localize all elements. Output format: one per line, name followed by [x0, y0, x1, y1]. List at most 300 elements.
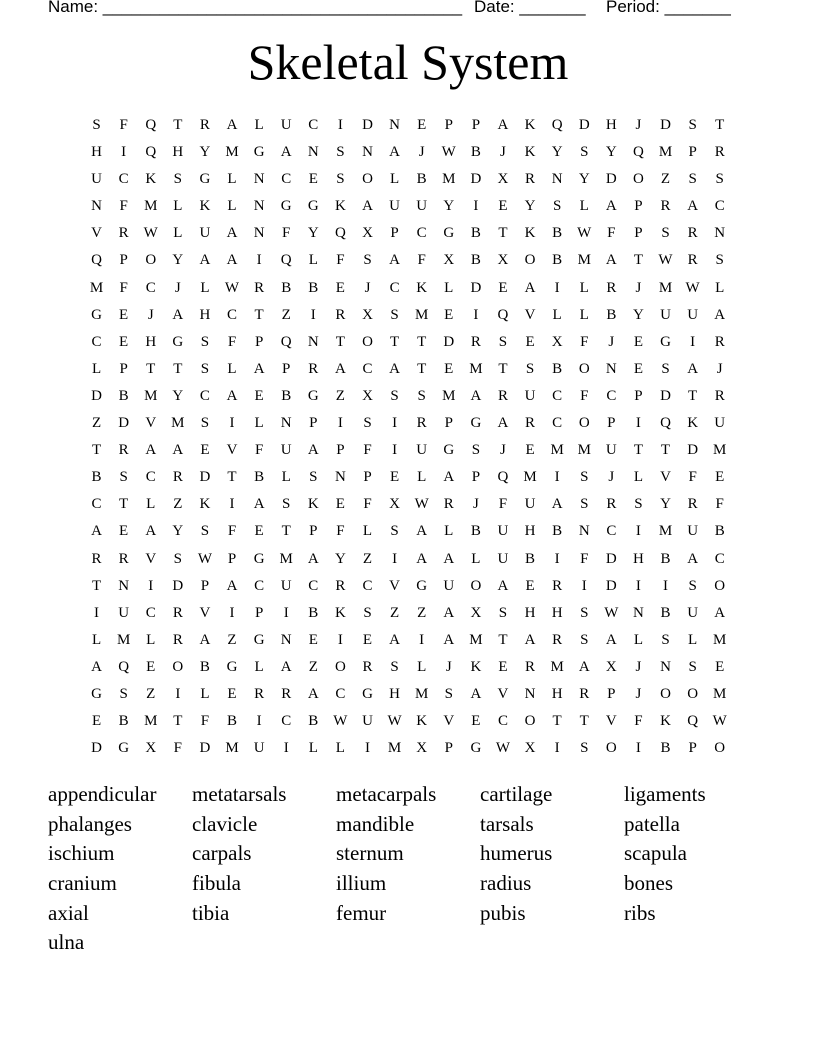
grid-letter[interactable]: I	[310, 306, 316, 323]
grid-letter[interactable]: O	[524, 252, 536, 269]
grid-letter[interactable]: T	[335, 333, 345, 350]
grid-letter[interactable]: R	[525, 415, 536, 432]
grid-letter[interactable]: S	[390, 387, 399, 404]
grid-letter[interactable]: U	[416, 198, 428, 215]
grid-letter[interactable]: K	[199, 198, 211, 215]
grid-letter[interactable]: E	[633, 333, 643, 350]
grid-letter[interactable]: I	[635, 523, 641, 540]
grid-letter[interactable]: L	[417, 658, 427, 675]
grid-letter[interactable]: R	[606, 279, 617, 296]
grid-letter[interactable]: T	[173, 117, 183, 133]
grid-letter[interactable]: P	[471, 469, 481, 486]
grid-letter[interactable]: P	[200, 577, 210, 594]
grid-letter[interactable]: K	[416, 279, 428, 296]
grid-letter[interactable]: L	[254, 415, 264, 432]
grid-letter[interactable]: I	[419, 631, 425, 648]
grid-letter[interactable]: L	[471, 550, 481, 567]
grid-letter[interactable]: F	[200, 713, 210, 730]
grid-letter[interactable]: J	[635, 685, 642, 702]
grid-letter[interactable]: E	[119, 523, 129, 540]
grid-letter[interactable]: D	[605, 577, 617, 594]
grid-letter[interactable]: S	[498, 333, 508, 350]
grid-letter[interactable]: Q	[145, 144, 157, 161]
grid-letter[interactable]: V	[660, 469, 671, 486]
grid-letter[interactable]: M	[577, 252, 591, 269]
grid-letter[interactable]: Q	[145, 117, 157, 133]
grid-letter[interactable]: M	[658, 523, 673, 540]
grid-letter[interactable]: A	[714, 306, 726, 323]
grid-letter[interactable]: A	[145, 523, 157, 540]
grid-letter[interactable]: H	[172, 144, 184, 161]
grid-letter[interactable]: F	[498, 496, 508, 513]
grid-letter[interactable]: A	[389, 631, 400, 648]
grid-letter[interactable]: F	[227, 523, 237, 540]
grid-letter[interactable]: O	[660, 685, 671, 702]
grid-letter[interactable]: E	[362, 631, 373, 648]
grid-letter[interactable]: B	[660, 604, 671, 621]
grid-letter[interactable]: T	[417, 333, 427, 350]
grid-letter[interactable]: G	[172, 333, 184, 350]
grid-letter[interactable]: A	[253, 360, 265, 377]
grid-letter[interactable]: B	[416, 171, 427, 188]
grid-letter[interactable]: R	[254, 279, 265, 296]
grid-letter[interactable]: B	[552, 225, 563, 242]
grid-letter[interactable]: D	[470, 279, 482, 296]
grid-letter[interactable]: Q	[660, 415, 671, 432]
grid-letter[interactable]: B	[308, 604, 319, 621]
grid-letter[interactable]: W	[143, 225, 158, 242]
grid-letter[interactable]: E	[119, 333, 129, 350]
grid-letter[interactable]: O	[172, 658, 184, 675]
grid-letter[interactable]: T	[417, 360, 427, 377]
grid-letter[interactable]: G	[443, 442, 455, 459]
grid-letter[interactable]: U	[253, 740, 265, 757]
grid-letter[interactable]: J	[716, 360, 723, 377]
grid-letter[interactable]: F	[580, 550, 589, 567]
grid-letter[interactable]: L	[91, 631, 102, 648]
grid-letter[interactable]: H	[199, 306, 211, 323]
grid-letter[interactable]: F	[580, 333, 589, 350]
grid-letter[interactable]: H	[389, 685, 400, 702]
grid-letter[interactable]: S	[661, 631, 670, 648]
grid-letter[interactable]: S	[580, 469, 589, 486]
grid-letter[interactable]: G	[253, 631, 265, 648]
grid-letter[interactable]: B	[308, 713, 319, 730]
grid-letter[interactable]: I	[337, 415, 343, 432]
grid-letter[interactable]: I	[554, 279, 560, 296]
grid-letter[interactable]: R	[525, 171, 536, 188]
grid-letter[interactable]: F	[580, 387, 589, 404]
grid-letter[interactable]: V	[145, 550, 157, 567]
grid-letter[interactable]: U	[524, 496, 536, 513]
grid-letter[interactable]: N	[253, 171, 265, 188]
grid-letter[interactable]: E	[633, 360, 643, 377]
grid-letter[interactable]: Y	[443, 198, 455, 215]
grid-letter[interactable]: U	[660, 306, 671, 323]
grid-letter[interactable]: I	[229, 604, 235, 621]
grid-letter[interactable]: T	[633, 442, 643, 459]
grid-letter[interactable]: P	[119, 252, 128, 269]
grid-letter[interactable]: D	[443, 333, 455, 350]
grid-letter[interactable]: A	[389, 144, 400, 161]
grid-letter[interactable]: A	[145, 442, 157, 459]
grid-letter[interactable]: E	[146, 658, 156, 675]
grid-letter[interactable]: S	[688, 658, 697, 675]
grid-letter[interactable]: N	[307, 333, 319, 350]
grid-letter[interactable]: V	[145, 415, 157, 432]
grid-letter[interactable]: H	[91, 144, 102, 161]
grid-letter[interactable]: O	[145, 252, 157, 269]
grid-letter[interactable]: D	[660, 117, 671, 133]
grid-letter[interactable]: T	[281, 523, 291, 540]
grid-letter[interactable]: L	[281, 469, 291, 486]
grid-letter[interactable]: C	[145, 604, 156, 621]
grid-letter[interactable]: A	[226, 252, 238, 269]
grid-letter[interactable]: I	[337, 117, 343, 133]
grid-letter[interactable]: Z	[417, 604, 427, 621]
grid-letter[interactable]: N	[253, 225, 265, 242]
grid-letter[interactable]: Q	[91, 252, 102, 269]
grid-letter[interactable]: I	[690, 333, 696, 350]
grid-letter[interactable]: S	[119, 685, 128, 702]
grid-letter[interactable]: J	[635, 658, 642, 675]
grid-letter[interactable]: W	[414, 496, 429, 513]
grid-letter[interactable]: S	[390, 523, 399, 540]
grid-letter[interactable]: D	[605, 550, 617, 567]
grid-letter[interactable]: C	[308, 117, 319, 133]
grid-letter[interactable]: A	[334, 360, 346, 377]
grid-letter[interactable]: L	[227, 171, 237, 188]
grid-letter[interactable]: G	[416, 577, 428, 594]
grid-letter[interactable]: K	[470, 658, 482, 675]
grid-letter[interactable]: S	[363, 604, 372, 621]
grid-letter[interactable]: G	[253, 550, 265, 567]
grid-letter[interactable]: P	[282, 360, 291, 377]
grid-letter[interactable]: E	[498, 198, 508, 215]
grid-letter[interactable]: O	[714, 740, 726, 757]
grid-letter[interactable]: A	[605, 198, 617, 215]
grid-letter[interactable]: L	[444, 523, 454, 540]
grid-letter[interactable]: L	[146, 631, 156, 648]
grid-letter[interactable]: M	[577, 442, 591, 459]
grid-letter[interactable]: S	[580, 604, 589, 621]
grid-letter[interactable]: L	[254, 658, 264, 675]
grid-letter[interactable]: K	[524, 225, 536, 242]
grid-letter[interactable]: U	[443, 577, 455, 594]
grid-letter[interactable]: S	[688, 171, 697, 188]
grid-letter[interactable]: F	[715, 496, 724, 513]
grid-letter[interactable]: M	[225, 144, 239, 161]
grid-letter[interactable]: R	[714, 144, 725, 161]
grid-letter[interactable]: F	[363, 442, 372, 459]
grid-letter[interactable]: O	[687, 685, 699, 702]
grid-letter[interactable]: Z	[308, 658, 318, 675]
grid-letter[interactable]: P	[634, 387, 643, 404]
grid-letter[interactable]: A	[524, 279, 536, 296]
grid-letter[interactable]: P	[444, 117, 453, 133]
grid-letter[interactable]: B	[470, 144, 481, 161]
grid-letter[interactable]: B	[660, 740, 671, 757]
grid-letter[interactable]: Z	[335, 387, 345, 404]
grid-letter[interactable]: L	[227, 198, 237, 215]
grid-letter[interactable]: P	[254, 604, 264, 621]
grid-letter[interactable]: S	[688, 117, 697, 133]
grid-letter[interactable]: F	[173, 740, 182, 757]
grid-letter[interactable]: D	[578, 117, 590, 133]
grid-letter[interactable]: E	[308, 171, 318, 188]
grid-letter[interactable]: Y	[172, 252, 184, 269]
grid-letter[interactable]: L	[715, 279, 725, 296]
grid-letter[interactable]: Z	[389, 604, 400, 621]
grid-letter[interactable]: E	[525, 442, 535, 459]
grid-letter[interactable]: Q	[118, 658, 130, 675]
grid-letter[interactable]: R	[199, 117, 210, 133]
grid-letter[interactable]: S	[525, 360, 535, 377]
grid-letter[interactable]: S	[363, 252, 372, 269]
grid-letter[interactable]: L	[633, 631, 643, 648]
grid-letter[interactable]: H	[551, 604, 563, 621]
grid-letter[interactable]: F	[336, 252, 345, 269]
grid-letter[interactable]: L	[227, 360, 237, 377]
grid-letter[interactable]: X	[362, 306, 373, 323]
grid-letter[interactable]: E	[715, 469, 725, 486]
grid-letter[interactable]: P	[444, 415, 453, 432]
grid-letter[interactable]: I	[256, 252, 262, 269]
grid-letter[interactable]: C	[145, 279, 156, 296]
grid-letter[interactable]: P	[607, 685, 616, 702]
grid-letter[interactable]: S	[282, 496, 291, 513]
grid-letter[interactable]: U	[280, 577, 292, 594]
grid-letter[interactable]: C	[335, 685, 346, 702]
grid-letter[interactable]: A	[443, 469, 455, 486]
grid-letter[interactable]: D	[605, 171, 617, 188]
grid-letter[interactable]: S	[363, 415, 372, 432]
grid-letter[interactable]: R	[687, 252, 698, 269]
grid-letter[interactable]: U	[497, 550, 509, 567]
grid-letter[interactable]: G	[199, 171, 211, 188]
grid-letter[interactable]: L	[417, 469, 427, 486]
grid-letter[interactable]: J	[608, 469, 615, 486]
grid-letter[interactable]: R	[525, 658, 536, 675]
grid-letter[interactable]: J	[608, 333, 615, 350]
grid-letter[interactable]: B	[254, 469, 265, 486]
grid-letter[interactable]: L	[444, 279, 454, 296]
grid-letter[interactable]: F	[254, 442, 264, 459]
grid-letter[interactable]: O	[605, 740, 617, 757]
grid-letter[interactable]: G	[660, 333, 671, 350]
grid-letter[interactable]: K	[199, 496, 211, 513]
grid-letter[interactable]: P	[634, 198, 643, 215]
grid-letter[interactable]: C	[606, 523, 617, 540]
grid-letter[interactable]: I	[554, 740, 560, 757]
grid-letter[interactable]: B	[606, 306, 617, 323]
grid-letter[interactable]: N	[660, 658, 671, 675]
grid-letter[interactable]: M	[658, 144, 673, 161]
grid-letter[interactable]: A	[362, 198, 373, 215]
grid-letter[interactable]: U	[362, 713, 373, 730]
grid-letter[interactable]: L	[91, 360, 102, 377]
grid-letter[interactable]: J	[364, 279, 371, 296]
grid-letter[interactable]: W	[577, 225, 592, 242]
grid-letter[interactable]: R	[497, 387, 508, 404]
grid-letter[interactable]: T	[91, 577, 102, 594]
grid-letter[interactable]: C	[281, 171, 292, 188]
grid-letter[interactable]: S	[661, 225, 670, 242]
grid-letter[interactable]: U	[687, 523, 699, 540]
grid-letter[interactable]: N	[551, 171, 563, 188]
grid-letter[interactable]: R	[660, 198, 671, 215]
grid-letter[interactable]: O	[578, 360, 590, 377]
grid-letter[interactable]: X	[605, 658, 617, 675]
grid-letter[interactable]: P	[309, 523, 318, 540]
grid-letter[interactable]: A	[578, 658, 590, 675]
grid-letter[interactable]: T	[254, 306, 264, 323]
grid-letter[interactable]: E	[715, 658, 725, 675]
grid-letter[interactable]: E	[444, 360, 454, 377]
grid-letter[interactable]: C	[91, 496, 102, 513]
grid-letter[interactable]: A	[551, 496, 563, 513]
grid-letter[interactable]: X	[551, 333, 563, 350]
grid-letter[interactable]: H	[633, 550, 644, 567]
grid-letter[interactable]: R	[118, 225, 129, 242]
grid-letter[interactable]: O	[362, 333, 373, 350]
grid-letter[interactable]: A	[226, 225, 238, 242]
grid-letter[interactable]: P	[634, 225, 643, 242]
grid-letter[interactable]: J	[147, 306, 154, 323]
grid-letter[interactable]: G	[253, 144, 265, 161]
grid-letter[interactable]: Y	[605, 144, 617, 161]
grid-letter[interactable]: N	[253, 198, 265, 215]
grid-letter[interactable]: B	[525, 550, 536, 567]
grid-letter[interactable]: N	[605, 360, 617, 377]
grid-letter[interactable]: U	[199, 225, 211, 242]
grid-letter[interactable]: L	[362, 523, 373, 540]
grid-letter[interactable]: C	[308, 577, 319, 594]
grid-letter[interactable]: N	[334, 469, 346, 486]
grid-letter[interactable]: E	[200, 442, 210, 459]
grid-letter[interactable]: G	[443, 225, 455, 242]
grid-letter[interactable]: O	[578, 415, 590, 432]
grid-letter[interactable]: I	[283, 604, 289, 621]
grid-letter[interactable]: M	[658, 279, 673, 296]
grid-letter[interactable]: J	[472, 496, 479, 513]
grid-letter[interactable]: E	[525, 577, 535, 594]
grid-letter[interactable]: E	[308, 631, 318, 648]
grid-letter[interactable]: T	[633, 252, 643, 269]
grid-letter[interactable]: W	[712, 713, 727, 730]
grid-letter[interactable]: A	[687, 550, 699, 567]
grid-letter[interactable]: L	[579, 198, 589, 215]
grid-letter[interactable]: T	[91, 442, 102, 459]
grid-letter[interactable]: G	[470, 415, 482, 432]
grid-letter[interactable]: K	[145, 171, 157, 188]
grid-letter[interactable]: S	[390, 306, 399, 323]
grid-letter[interactable]: A	[497, 577, 509, 594]
grid-letter[interactable]: M	[387, 740, 402, 757]
grid-letter[interactable]: P	[688, 144, 697, 161]
grid-letter[interactable]: C	[389, 279, 400, 296]
grid-letter[interactable]: J	[418, 144, 425, 161]
grid-letter[interactable]: B	[552, 523, 563, 540]
grid-letter[interactable]: A	[714, 604, 726, 621]
grid-letter[interactable]: L	[579, 306, 589, 323]
grid-letter[interactable]: U	[687, 604, 699, 621]
grid-letter[interactable]: J	[635, 117, 642, 133]
grid-letter[interactable]: N	[578, 523, 590, 540]
grid-letter[interactable]: P	[444, 740, 453, 757]
grid-letter[interactable]: L	[200, 279, 210, 296]
grid-letter[interactable]: K	[660, 713, 671, 730]
grid-letter[interactable]: Y	[172, 387, 184, 404]
grid-letter[interactable]: M	[415, 685, 429, 702]
grid-letter[interactable]: U	[389, 198, 400, 215]
grid-letter[interactable]: M	[713, 442, 727, 459]
grid-letter[interactable]: N	[714, 225, 726, 242]
grid-letter[interactable]: U	[714, 415, 726, 432]
grid-letter[interactable]: Q	[280, 252, 292, 269]
grid-letter[interactable]: H	[524, 523, 536, 540]
grid-letter[interactable]: H	[524, 604, 536, 621]
grid-letter[interactable]: R	[606, 496, 617, 513]
grid-letter[interactable]: T	[579, 713, 589, 730]
grid-letter[interactable]: A	[280, 658, 292, 675]
grid-letter[interactable]: P	[390, 225, 399, 242]
grid-letter[interactable]: Y	[551, 144, 563, 161]
grid-letter[interactable]: R	[172, 469, 183, 486]
grid-letter[interactable]: W	[387, 713, 402, 730]
grid-letter[interactable]: T	[173, 713, 183, 730]
grid-letter[interactable]: T	[552, 713, 562, 730]
grid-letter[interactable]: S	[715, 252, 724, 269]
grid-letter[interactable]: C	[91, 333, 102, 350]
grid-letter[interactable]: S	[580, 631, 589, 648]
grid-letter[interactable]: C	[552, 387, 563, 404]
grid-letter[interactable]: J	[500, 144, 506, 161]
grid-letter[interactable]: F	[119, 117, 128, 133]
grid-letter[interactable]: G	[118, 740, 130, 757]
grid-letter[interactable]: X	[470, 604, 482, 621]
grid-letter[interactable]: S	[444, 685, 453, 702]
grid-letter[interactable]: L	[254, 117, 264, 133]
grid-letter[interactable]: S	[119, 469, 128, 486]
grid-letter[interactable]: D	[91, 740, 102, 757]
grid-letter[interactable]: F	[363, 496, 372, 513]
grid-letter[interactable]: S	[200, 415, 210, 432]
grid-letter[interactable]: R	[308, 360, 319, 377]
grid-letter[interactable]: P	[227, 550, 237, 567]
grid-letter[interactable]: S	[580, 740, 589, 757]
grid-letter[interactable]: M	[415, 306, 429, 323]
grid-letter[interactable]: D	[199, 469, 211, 486]
grid-letter[interactable]: E	[335, 496, 345, 513]
grid-letter[interactable]: L	[308, 740, 318, 757]
grid-letter[interactable]: A	[687, 198, 699, 215]
grid-letter[interactable]: Q	[497, 306, 509, 323]
grid-letter[interactable]: N	[524, 685, 536, 702]
grid-letter[interactable]: T	[715, 117, 725, 133]
grid-letter[interactable]: L	[146, 496, 156, 513]
grid-letter[interactable]: M	[523, 469, 537, 486]
grid-letter[interactable]: I	[392, 442, 398, 459]
grid-letter[interactable]: J	[445, 658, 452, 675]
grid-letter[interactable]: L	[688, 631, 698, 648]
grid-letter[interactable]: C	[714, 198, 725, 215]
grid-letter[interactable]: U	[118, 604, 130, 621]
grid-letter[interactable]: C	[281, 713, 292, 730]
grid-letter[interactable]: T	[498, 631, 508, 648]
grid-letter[interactable]: K	[524, 117, 536, 133]
grid-letter[interactable]: S	[552, 198, 562, 215]
